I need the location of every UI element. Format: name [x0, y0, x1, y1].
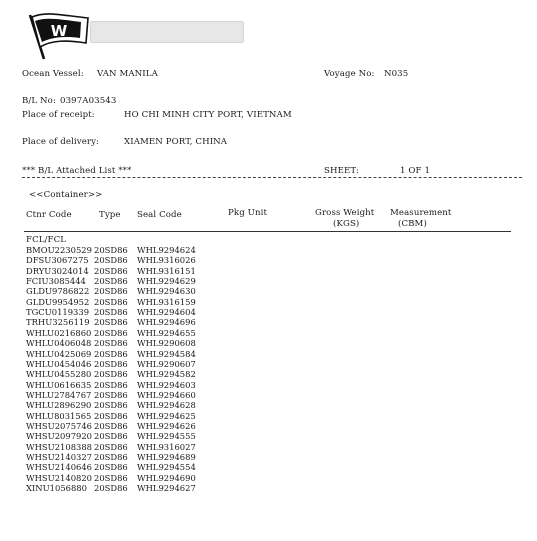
column-ctnr-code: Ctnr Code: [26, 210, 72, 220]
ctnr-code-cell: GLDU9786822: [26, 286, 90, 297]
column-type: Type: [99, 210, 121, 220]
ctnr-code-cell: WHLU2896290: [26, 400, 92, 411]
seal-code-cell: WHL9316159: [137, 296, 196, 307]
column-pkg-unit: Pkg Unit: [228, 208, 268, 218]
ctnr-code-cell: WHSU2075746: [26, 420, 93, 431]
voyage-value: N035: [384, 69, 409, 79]
seal-code-cell: WHL9294625: [137, 410, 196, 421]
ctnr-code-cell: WHSU2140327: [26, 452, 93, 462]
attached-list-title: *** B/L Attached List ***: [22, 166, 132, 176]
column-gross-weight: Gross Weight: [315, 208, 375, 218]
place-of-receipt-value: HO CHI MINH CITY PORT, VIETNAM: [124, 110, 292, 120]
ctnr-code-cell: TRHU3256119: [26, 317, 90, 328]
ctnr-code-cell: WHLU0616635: [26, 379, 92, 390]
seal-code-cell: WHL9294660: [137, 389, 196, 400]
seal-code-cell: WHL9294603: [137, 379, 196, 390]
seal-code-cell: WHL9294630: [137, 286, 196, 297]
ocean-vessel-label: Ocean Vessel:: [22, 69, 84, 79]
place-of-receipt-label: Place of receipt:: [22, 110, 95, 120]
seal-code-cell: WHL9294655: [137, 327, 196, 338]
sheet-label: SHEET:: [324, 166, 359, 176]
ctnr-code-cell: WHSU2140646: [26, 462, 93, 473]
ctnr-code-cell: WHLU2784767: [26, 389, 92, 400]
seal-code-cell: WHL9294584: [137, 348, 196, 359]
flag-w-logo-icon: [26, 9, 90, 61]
seal-code-cell: WHL9290608: [137, 338, 196, 349]
type-cell: 20SD86: [94, 296, 128, 307]
type-cell: 20SD86: [94, 441, 128, 452]
type-cell: 20SD86: [94, 276, 128, 287]
type-cell: 20SD86: [94, 420, 128, 431]
type-cell: 20SD86: [94, 452, 128, 462]
type-cell: 20SD86: [94, 255, 128, 266]
ctnr-code-cell: GLDU9954952: [26, 296, 90, 307]
ctnr-code-cell: WHLU0216860: [26, 327, 92, 338]
svg-text:W: W: [50, 22, 68, 40]
seal-code-cell: WHL9294629: [137, 276, 196, 287]
type-cell: 20SD86: [94, 400, 128, 411]
type-cell: 20SD86: [94, 472, 128, 483]
ctnr-code-cell: WHSU2097920: [26, 431, 93, 442]
type-cell: 20SD86: [94, 379, 128, 390]
seal-code-cell: WHL9294582: [137, 369, 196, 380]
type-cell: 20SD86: [94, 369, 128, 380]
ctnr-code-cell: FCIU3085444: [26, 276, 86, 287]
type-cell: 20SD86: [94, 483, 128, 494]
seal-code-cell: WHL9294689: [137, 452, 196, 462]
ctnr-code-cell: DRYU3024014: [26, 265, 89, 276]
seal-code-cell: WHL9294554: [137, 462, 196, 473]
seal-code-cell: WHL9294604: [137, 307, 196, 318]
ctnr-code-cell: WHLU0455280: [26, 369, 92, 380]
ctnr-code-cell: WHSU2108388: [26, 441, 93, 452]
dashed-divider: [22, 177, 522, 178]
type-cell: 20SD86: [94, 265, 128, 276]
place-of-delivery-label: Place of delivery:: [22, 137, 100, 147]
ctnr-code-cell: XINU1056880: [26, 483, 87, 494]
type-cell: 20SD86: [94, 317, 128, 328]
type-cell: 20SD86: [94, 307, 128, 318]
ctnr-code-cell: DFSU3067275: [26, 255, 89, 266]
type-cell: 20SD86: [94, 431, 128, 442]
seal-code-cell: WHL9294627: [137, 483, 196, 494]
ctnr-code-cell: TGCU0119339: [26, 307, 90, 318]
place-of-delivery-value: XIAMEN PORT, CHINA: [124, 137, 228, 147]
ctnr-code-cell: WHLU8031565: [26, 410, 92, 421]
redacted-company-name: [90, 21, 244, 43]
container-section-title: <<Container>>: [29, 190, 103, 200]
bl-number-value: 0397A03543: [60, 96, 117, 106]
seal-code-cell: WHL9290607: [137, 358, 196, 369]
type-cell: 20SD86: [94, 286, 128, 297]
ctnr-code-cell: WHSU2140820: [26, 472, 93, 483]
group-label: FCL/FCL: [26, 235, 67, 245]
type-cell: 20SD86: [94, 338, 128, 349]
ctnr-code-cell: BMOU2230529: [26, 245, 92, 255]
bl-number-label: B/L No:: [22, 96, 56, 106]
seal-code-cell: WHL9294690: [137, 472, 196, 483]
seal-code-cell: WHL9294696: [137, 317, 196, 328]
seal-code-cell: WHL9316027: [137, 441, 196, 452]
type-cell: 20SD86: [94, 327, 128, 338]
ctnr-code-cell: WHLU0454046: [26, 358, 92, 369]
seal-code-cell: WHL9294628: [137, 400, 196, 411]
type-cell: 20SD86: [94, 358, 128, 369]
type-cell: 20SD86: [94, 410, 128, 421]
ocean-vessel-value: VAN MANILA: [97, 69, 158, 79]
sheet-value: 1 OF 1: [400, 166, 431, 176]
header-rule: [24, 231, 511, 232]
type-cell: 20SD86: [94, 245, 128, 255]
ctnr-code-cell: WHLU0406048: [26, 338, 92, 349]
column-gross-weight-unit: (KGS): [333, 219, 360, 229]
type-cell: 20SD86: [94, 462, 128, 473]
ctnr-code-cell: WHLU0425069: [26, 348, 92, 359]
column-measurement: Measurement: [390, 208, 452, 218]
voyage-label: Voyage No:: [324, 69, 375, 79]
type-cell: 20SD86: [94, 348, 128, 359]
column-measurement-unit: (CBM): [398, 219, 427, 229]
seal-code-cell: WHL9294555: [137, 431, 196, 442]
seal-code-cell: WHL9294624: [137, 245, 196, 255]
seal-code-cell: WHL9316151: [137, 265, 196, 276]
column-seal-code: Seal Code: [137, 210, 182, 220]
seal-code-cell: WHL9316026: [137, 255, 196, 266]
seal-code-cell: WHL9294626: [137, 420, 196, 431]
type-cell: 20SD86: [94, 389, 128, 400]
